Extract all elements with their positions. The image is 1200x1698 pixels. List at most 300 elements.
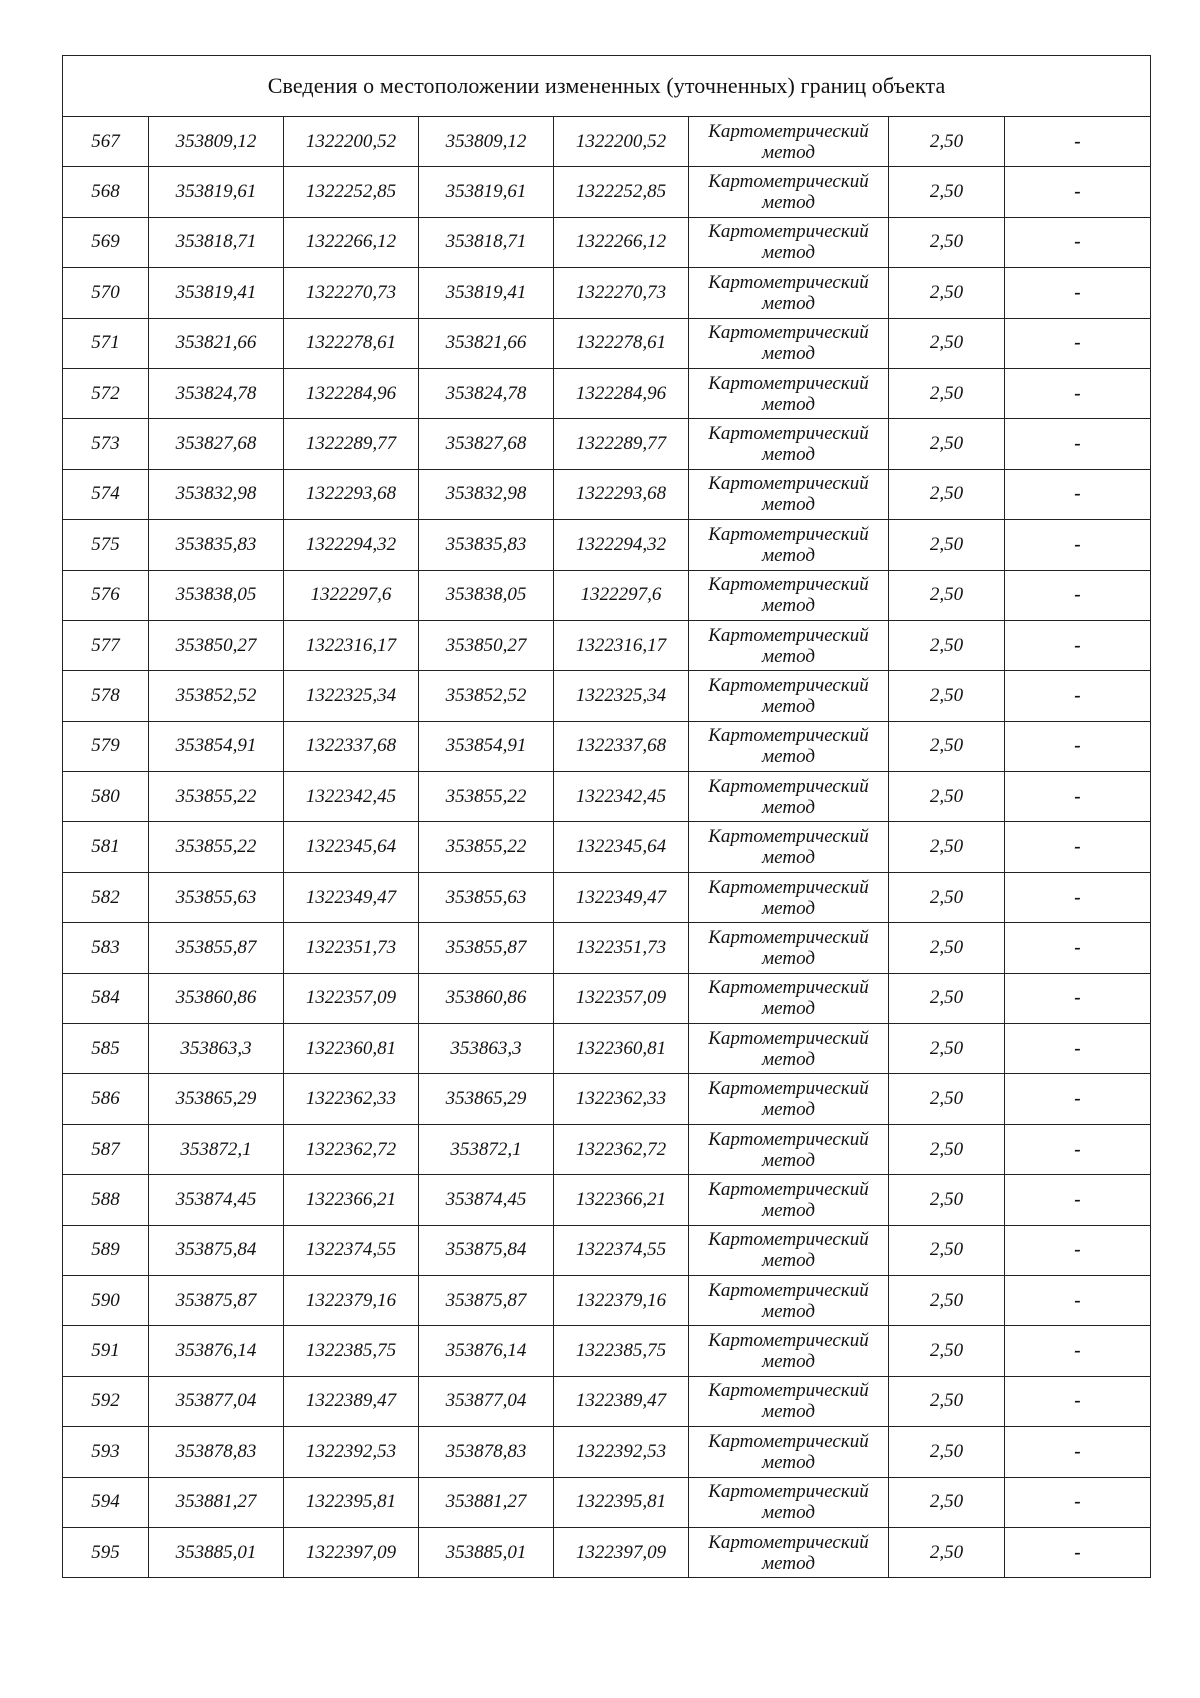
method-line1: Картометрический: [708, 171, 869, 193]
point-number-cell: 581: [63, 822, 149, 872]
accuracy-cell: 2,50: [889, 1527, 1005, 1577]
method-line2: метод: [762, 444, 815, 466]
refined-y-cell: 1322351,73: [554, 923, 689, 973]
refined-x-cell: 353824,78: [419, 368, 554, 418]
document-page: [62, 55, 1150, 1578]
accuracy-cell: 2,50: [889, 671, 1005, 721]
existing-x-cell: 353863,3: [149, 1024, 284, 1074]
table-row: [63, 1427, 1151, 1477]
refined-y-cell: 1322360,81: [554, 1024, 689, 1074]
refined-y-cell: 1322200,52: [554, 117, 689, 167]
note-cell: -: [1005, 469, 1151, 519]
method-cell: [689, 117, 889, 167]
method-line2: метод: [762, 1250, 815, 1272]
point-number-cell: 591: [63, 1326, 149, 1376]
method-cell: [689, 772, 889, 822]
table-row: [63, 772, 1151, 822]
table-row: [63, 1275, 1151, 1325]
refined-y-cell: 1322395,81: [554, 1477, 689, 1527]
refined-y-cell: 1322374,55: [554, 1225, 689, 1275]
existing-y-cell: 1322362,72: [284, 1124, 419, 1174]
method-line1: Картометрический: [708, 826, 869, 848]
existing-x-cell: 353855,63: [149, 872, 284, 922]
existing-y-cell: 1322293,68: [284, 469, 419, 519]
existing-y-cell: 1322374,55: [284, 1225, 419, 1275]
note-cell: -: [1005, 822, 1151, 872]
method-line2: метод: [762, 292, 815, 314]
existing-y-cell: 1322392,53: [284, 1427, 419, 1477]
existing-x-cell: 353876,14: [149, 1326, 284, 1376]
refined-x-cell: 353875,84: [419, 1225, 554, 1275]
refined-x-cell: 353819,61: [419, 167, 554, 217]
point-number-cell: 594: [63, 1477, 149, 1527]
method-line1: Картометрический: [708, 1481, 869, 1503]
table-row: [63, 570, 1151, 620]
table-row: [63, 1175, 1151, 1225]
method-line2: метод: [762, 494, 815, 516]
accuracy-cell: 2,50: [889, 1024, 1005, 1074]
method-line2: метод: [762, 1199, 815, 1221]
refined-y-cell: 1322362,33: [554, 1074, 689, 1124]
note-cell: -: [1005, 1527, 1151, 1577]
refined-y-cell: 1322337,68: [554, 721, 689, 771]
method-cell: [689, 368, 889, 418]
refined-y-cell: 1322297,6: [554, 570, 689, 620]
refined-x-cell: 353809,12: [419, 117, 554, 167]
table-row: [63, 167, 1151, 217]
method-line1: Картометрический: [708, 1279, 869, 1301]
table-row: [63, 268, 1151, 318]
method-line2: метод: [762, 645, 815, 667]
method-line1: Картометрический: [708, 926, 869, 948]
accuracy-cell: 2,50: [889, 368, 1005, 418]
refined-y-cell: 1322366,21: [554, 1175, 689, 1225]
point-number-cell: 571: [63, 318, 149, 368]
existing-y-cell: 1322389,47: [284, 1376, 419, 1426]
refined-x-cell: 353878,83: [419, 1427, 554, 1477]
table-row: [63, 469, 1151, 519]
accuracy-cell: 2,50: [889, 1225, 1005, 1275]
method-line2: метод: [762, 595, 815, 617]
accuracy-cell: 2,50: [889, 167, 1005, 217]
refined-y-cell: 1322379,16: [554, 1275, 689, 1325]
existing-y-cell: 1322366,21: [284, 1175, 419, 1225]
refined-y-cell: 1322392,53: [554, 1427, 689, 1477]
method-line1: Картометрический: [708, 624, 869, 646]
table-row: [63, 1024, 1151, 1074]
method-cell: [689, 1024, 889, 1074]
note-cell: -: [1005, 1175, 1151, 1225]
refined-x-cell: 353874,45: [419, 1175, 554, 1225]
refined-x-cell: 353865,29: [419, 1074, 554, 1124]
method-cell: [689, 318, 889, 368]
existing-y-cell: 1322297,6: [284, 570, 419, 620]
method-cell: [689, 1124, 889, 1174]
existing-x-cell: 353875,84: [149, 1225, 284, 1275]
point-number-cell: 576: [63, 570, 149, 620]
method-line2: метод: [762, 1048, 815, 1070]
method-line2: метод: [762, 998, 815, 1020]
existing-x-cell: 353854,91: [149, 721, 284, 771]
note-cell: -: [1005, 1225, 1151, 1275]
point-number-cell: 592: [63, 1376, 149, 1426]
accuracy-cell: 2,50: [889, 1074, 1005, 1124]
point-number-cell: 595: [63, 1527, 149, 1577]
point-number-cell: 587: [63, 1124, 149, 1174]
existing-x-cell: 353838,05: [149, 570, 284, 620]
method-line2: метод: [762, 192, 815, 214]
table-row: [63, 1527, 1151, 1577]
existing-x-cell: 353874,45: [149, 1175, 284, 1225]
method-line2: метод: [762, 242, 815, 264]
refined-x-cell: 353835,83: [419, 520, 554, 570]
note-cell: -: [1005, 620, 1151, 670]
existing-x-cell: 353852,52: [149, 671, 284, 721]
refined-x-cell: 353821,66: [419, 318, 554, 368]
method-line2: метод: [762, 1351, 815, 1373]
point-number-cell: 570: [63, 268, 149, 318]
existing-x-cell: 353855,87: [149, 923, 284, 973]
existing-x-cell: 353819,41: [149, 268, 284, 318]
point-number-cell: 584: [63, 973, 149, 1023]
accuracy-cell: 2,50: [889, 419, 1005, 469]
existing-x-cell: 353865,29: [149, 1074, 284, 1124]
point-number-cell: 582: [63, 872, 149, 922]
existing-y-cell: 1322342,45: [284, 772, 419, 822]
accuracy-cell: 2,50: [889, 1175, 1005, 1225]
method-cell: [689, 872, 889, 922]
method-line2: метод: [762, 1149, 815, 1171]
method-cell: [689, 1477, 889, 1527]
table-row: [63, 217, 1151, 267]
accuracy-cell: 2,50: [889, 973, 1005, 1023]
refined-y-cell: 1322270,73: [554, 268, 689, 318]
method-cell: [689, 822, 889, 872]
existing-y-cell: 1322284,96: [284, 368, 419, 418]
accuracy-cell: 2,50: [889, 1427, 1005, 1477]
note-cell: -: [1005, 923, 1151, 973]
note-cell: -: [1005, 570, 1151, 620]
refined-x-cell: 353818,71: [419, 217, 554, 267]
note-cell: -: [1005, 1074, 1151, 1124]
point-number-cell: 575: [63, 520, 149, 570]
table-row: [63, 117, 1151, 167]
method-cell: [689, 973, 889, 1023]
note-cell: -: [1005, 520, 1151, 570]
method-line1: Картометрический: [708, 1078, 869, 1100]
method-line1: Картометрический: [708, 1178, 869, 1200]
refined-x-cell: 353863,3: [419, 1024, 554, 1074]
accuracy-cell: 2,50: [889, 1376, 1005, 1426]
refined-y-cell: 1322284,96: [554, 368, 689, 418]
existing-x-cell: 353818,71: [149, 217, 284, 267]
method-line1: Картометрический: [708, 473, 869, 495]
note-cell: -: [1005, 217, 1151, 267]
point-number-cell: 593: [63, 1427, 149, 1477]
refined-x-cell: 353855,22: [419, 772, 554, 822]
existing-y-cell: 1322294,32: [284, 520, 419, 570]
note-cell: -: [1005, 419, 1151, 469]
note-cell: -: [1005, 368, 1151, 418]
method-line1: Картометрический: [708, 725, 869, 747]
accuracy-cell: 2,50: [889, 1326, 1005, 1376]
refined-y-cell: 1322349,47: [554, 872, 689, 922]
existing-x-cell: 353872,1: [149, 1124, 284, 1174]
method-cell: [689, 1376, 889, 1426]
table-row: [63, 1376, 1151, 1426]
method-cell: [689, 167, 889, 217]
note-cell: -: [1005, 1124, 1151, 1174]
refined-y-cell: 1322325,34: [554, 671, 689, 721]
refined-y-cell: 1322316,17: [554, 620, 689, 670]
accuracy-cell: 2,50: [889, 318, 1005, 368]
existing-y-cell: 1322360,81: [284, 1024, 419, 1074]
existing-y-cell: 1322316,17: [284, 620, 419, 670]
refined-x-cell: 353855,63: [419, 872, 554, 922]
table-row: [63, 973, 1151, 1023]
existing-x-cell: 353881,27: [149, 1477, 284, 1527]
existing-y-cell: 1322385,75: [284, 1326, 419, 1376]
point-number-cell: 589: [63, 1225, 149, 1275]
refined-x-cell: 353876,14: [419, 1326, 554, 1376]
method-line2: метод: [762, 544, 815, 566]
existing-y-cell: 1322379,16: [284, 1275, 419, 1325]
accuracy-cell: 2,50: [889, 469, 1005, 519]
method-line1: Картометрический: [708, 271, 869, 293]
note-cell: -: [1005, 1477, 1151, 1527]
existing-y-cell: 1322325,34: [284, 671, 419, 721]
method-line1: Картометрический: [708, 1128, 869, 1150]
method-line1: Картометрический: [708, 977, 869, 999]
refined-y-cell: 1322357,09: [554, 973, 689, 1023]
existing-x-cell: 353878,83: [149, 1427, 284, 1477]
table-row: [63, 419, 1151, 469]
refined-x-cell: 353855,87: [419, 923, 554, 973]
refined-y-cell: 1322362,72: [554, 1124, 689, 1174]
accuracy-cell: 2,50: [889, 772, 1005, 822]
accuracy-cell: 2,50: [889, 872, 1005, 922]
accuracy-cell: 2,50: [889, 520, 1005, 570]
method-line1: Картометрический: [708, 120, 869, 142]
existing-x-cell: 353821,66: [149, 318, 284, 368]
table-row: [63, 1074, 1151, 1124]
accuracy-cell: 2,50: [889, 268, 1005, 318]
table-row: [63, 923, 1151, 973]
method-line2: метод: [762, 393, 815, 415]
existing-x-cell: 353855,22: [149, 772, 284, 822]
method-cell: [689, 1527, 889, 1577]
table-row: [63, 671, 1151, 721]
refined-y-cell: 1322345,64: [554, 822, 689, 872]
method-line1: Картометрический: [708, 1531, 869, 1553]
note-cell: -: [1005, 1376, 1151, 1426]
method-cell: [689, 1275, 889, 1325]
method-line1: Картометрический: [708, 322, 869, 344]
point-number-cell: 578: [63, 671, 149, 721]
accuracy-cell: 2,50: [889, 721, 1005, 771]
existing-y-cell: 1322362,33: [284, 1074, 419, 1124]
method-line1: Картометрический: [708, 574, 869, 596]
point-number-cell: 577: [63, 620, 149, 670]
accuracy-cell: 2,50: [889, 570, 1005, 620]
method-line2: метод: [762, 1300, 815, 1322]
existing-x-cell: 353827,68: [149, 419, 284, 469]
method-cell: [689, 1074, 889, 1124]
refined-x-cell: 353872,1: [419, 1124, 554, 1174]
method-line2: метод: [762, 1401, 815, 1423]
existing-y-cell: 1322266,12: [284, 217, 419, 267]
refined-x-cell: 353838,05: [419, 570, 554, 620]
existing-x-cell: 353809,12: [149, 117, 284, 167]
refined-x-cell: 353819,41: [419, 268, 554, 318]
method-line1: Картометрический: [708, 775, 869, 797]
method-cell: [689, 520, 889, 570]
refined-y-cell: 1322397,09: [554, 1527, 689, 1577]
point-number-cell: 573: [63, 419, 149, 469]
method-cell: [689, 1427, 889, 1477]
note-cell: -: [1005, 268, 1151, 318]
accuracy-cell: 2,50: [889, 620, 1005, 670]
method-cell: [689, 469, 889, 519]
method-cell: [689, 923, 889, 973]
refined-y-cell: 1322293,68: [554, 469, 689, 519]
point-number-cell: 588: [63, 1175, 149, 1225]
existing-y-cell: 1322200,52: [284, 117, 419, 167]
refined-y-cell: 1322278,61: [554, 318, 689, 368]
point-number-cell: 586: [63, 1074, 149, 1124]
existing-y-cell: 1322395,81: [284, 1477, 419, 1527]
refined-x-cell: 353854,91: [419, 721, 554, 771]
accuracy-cell: 2,50: [889, 1275, 1005, 1325]
accuracy-cell: 2,50: [889, 1477, 1005, 1527]
table-row: [63, 620, 1151, 670]
method-line1: Картометрический: [708, 1380, 869, 1402]
existing-x-cell: 353819,61: [149, 167, 284, 217]
method-line2: метод: [762, 343, 815, 365]
method-line1: Картометрический: [708, 523, 869, 545]
note-cell: -: [1005, 872, 1151, 922]
existing-x-cell: 353885,01: [149, 1527, 284, 1577]
point-number-cell: 580: [63, 772, 149, 822]
table-row: [63, 822, 1151, 872]
table-row: [63, 872, 1151, 922]
point-number-cell: 572: [63, 368, 149, 418]
method-cell: [689, 1326, 889, 1376]
method-line2: метод: [762, 746, 815, 768]
note-cell: -: [1005, 1427, 1151, 1477]
existing-y-cell: 1322345,64: [284, 822, 419, 872]
accuracy-cell: 2,50: [889, 117, 1005, 167]
existing-y-cell: 1322278,61: [284, 318, 419, 368]
table-row: [63, 318, 1151, 368]
refined-x-cell: 353877,04: [419, 1376, 554, 1426]
table-title: Сведения о местоположении измененных (уточненных) границ объекта: [63, 56, 1151, 117]
method-cell: [689, 1225, 889, 1275]
point-number-cell: 569: [63, 217, 149, 267]
point-number-cell: 585: [63, 1024, 149, 1074]
refined-y-cell: 1322294,32: [554, 520, 689, 570]
table-row: [63, 1124, 1151, 1174]
existing-y-cell: 1322349,47: [284, 872, 419, 922]
note-cell: -: [1005, 772, 1151, 822]
method-line2: метод: [762, 947, 815, 969]
existing-y-cell: 1322252,85: [284, 167, 419, 217]
method-line2: метод: [762, 1502, 815, 1524]
point-number-cell: 579: [63, 721, 149, 771]
refined-x-cell: 353885,01: [419, 1527, 554, 1577]
refined-y-cell: 1322385,75: [554, 1326, 689, 1376]
point-number-cell: 583: [63, 923, 149, 973]
method-line1: Картометрический: [708, 423, 869, 445]
existing-x-cell: 353824,78: [149, 368, 284, 418]
method-line1: Картометрический: [708, 876, 869, 898]
refined-y-cell: 1322389,47: [554, 1376, 689, 1426]
method-cell: [689, 620, 889, 670]
existing-y-cell: 1322270,73: [284, 268, 419, 318]
method-line2: метод: [762, 1552, 815, 1574]
method-line2: метод: [762, 897, 815, 919]
note-cell: -: [1005, 117, 1151, 167]
note-cell: -: [1005, 721, 1151, 771]
table-row: [63, 368, 1151, 418]
method-line1: Картометрический: [708, 1027, 869, 1049]
existing-x-cell: 353877,04: [149, 1376, 284, 1426]
method-line2: метод: [762, 1451, 815, 1473]
existing-x-cell: 353850,27: [149, 620, 284, 670]
existing-y-cell: 1322337,68: [284, 721, 419, 771]
method-line1: Картометрический: [708, 221, 869, 243]
table-title-row: [63, 56, 1151, 117]
refined-x-cell: 353827,68: [419, 419, 554, 469]
refined-x-cell: 353850,27: [419, 620, 554, 670]
existing-x-cell: 353835,83: [149, 520, 284, 570]
point-number-cell: 590: [63, 1275, 149, 1325]
method-line1: Картометрический: [708, 372, 869, 394]
existing-y-cell: 1322357,09: [284, 973, 419, 1023]
method-cell: [689, 217, 889, 267]
accuracy-cell: 2,50: [889, 822, 1005, 872]
accuracy-cell: 2,50: [889, 1124, 1005, 1174]
point-number-cell: 568: [63, 167, 149, 217]
refined-x-cell: 353860,86: [419, 973, 554, 1023]
refined-x-cell: 353881,27: [419, 1477, 554, 1527]
note-cell: -: [1005, 167, 1151, 217]
method-line1: Картометрический: [708, 674, 869, 696]
refined-x-cell: 353855,22: [419, 822, 554, 872]
method-line2: метод: [762, 1099, 815, 1121]
point-number-cell: 567: [63, 117, 149, 167]
method-line2: метод: [762, 141, 815, 163]
existing-y-cell: 1322289,77: [284, 419, 419, 469]
note-cell: -: [1005, 1326, 1151, 1376]
accuracy-cell: 2,50: [889, 217, 1005, 267]
note-cell: -: [1005, 1024, 1151, 1074]
note-cell: -: [1005, 318, 1151, 368]
method-cell: [689, 721, 889, 771]
refined-y-cell: 1322342,45: [554, 772, 689, 822]
table-row: [63, 1326, 1151, 1376]
method-cell: [689, 419, 889, 469]
method-line1: Картометрический: [708, 1229, 869, 1251]
refined-x-cell: 353875,87: [419, 1275, 554, 1325]
table-row: [63, 1477, 1151, 1527]
method-line2: метод: [762, 796, 815, 818]
note-cell: -: [1005, 671, 1151, 721]
method-cell: [689, 671, 889, 721]
refined-y-cell: 1322252,85: [554, 167, 689, 217]
point-number-cell: 574: [63, 469, 149, 519]
note-cell: -: [1005, 1275, 1151, 1325]
